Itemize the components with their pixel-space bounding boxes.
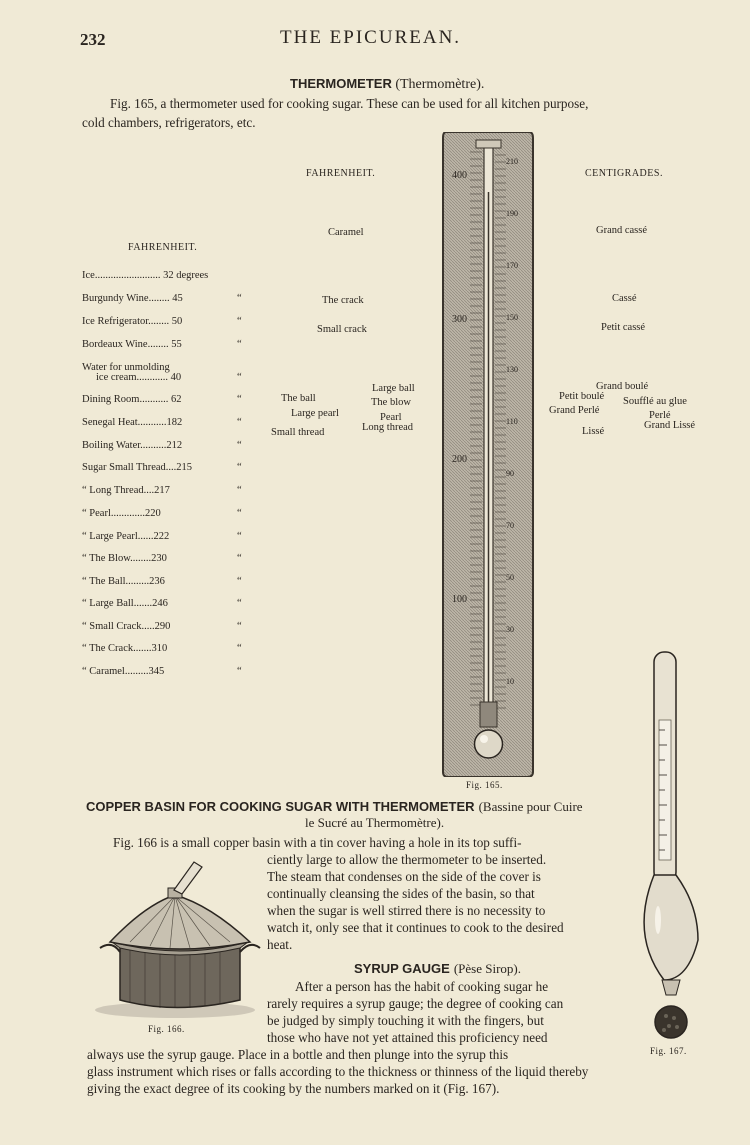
syrup-line-2: rarely requires a syrup gauge; the degree of cooking can: [267, 996, 564, 1011]
therm-num-200: 200: [452, 454, 467, 465]
label-grand-perle: Grand Perlé: [549, 405, 600, 416]
fig-166-caption: Fig. 166.: [148, 1024, 185, 1034]
therm-num-300: 300: [452, 314, 467, 325]
syrup-line-7: giving the exact degree of its cooking by the numbers marked on it (Fig. 167).: [87, 1081, 500, 1096]
table-row-ditto: “: [237, 339, 242, 350]
therm-num-right: 30: [506, 625, 514, 634]
label-small-crack: Small crack: [317, 324, 367, 335]
table-row-label: “ Large Pearl......222: [82, 531, 170, 542]
table-row-label: Senegal Heat...........182: [82, 417, 183, 428]
table-row-label: ice cream............ 40: [96, 372, 182, 383]
table-row: [82, 531, 262, 542]
table-row-label: Bordeaux Wine........ 55: [82, 339, 182, 350]
thermometer-section-title: [290, 76, 484, 93]
table-row-label: “ The Blow........230: [82, 553, 167, 564]
table-row: [82, 485, 262, 496]
table-row-ditto: “: [237, 372, 242, 383]
table-row: [82, 462, 262, 473]
table-row-ditto: “: [237, 462, 242, 473]
label-petit-boule: Petit boulé: [559, 391, 605, 402]
label-souffle-au-glue: Soufflé au glue: [623, 396, 687, 407]
table-row-ditto: “: [237, 508, 242, 519]
table-row: [82, 339, 262, 350]
table-row: [82, 576, 262, 587]
page-number: 232: [80, 30, 106, 49]
table-row-label: Burgundy Wine........ 45: [82, 293, 183, 304]
therm-num-100: 100: [452, 594, 467, 605]
copper-title-french-2: le Sucré au Thermomètre).: [305, 815, 445, 830]
syrup-title-french: (Pèse Sirop).: [453, 961, 522, 976]
label-large-pearl: Large pearl: [291, 408, 339, 419]
syrup-title: SYRUP GAUGE: [354, 961, 450, 976]
fig-167-caption: Fig. 167.: [650, 1046, 687, 1056]
therm-num-right: 50: [506, 573, 514, 582]
therm-num-right: 210: [506, 157, 518, 166]
copper-line-6: watch it, only see that it continues to cook to the desired: [267, 920, 564, 935]
label-long-thread: Long thread: [362, 422, 414, 433]
syrup-line-6: glass instrument which rises or falls according to the thickness or thinness of the liquid thereby: [87, 1064, 589, 1079]
table-row: [82, 621, 262, 632]
table-row-label: Sugar Small Thread....215: [82, 462, 193, 473]
therm-num-right: 10: [506, 677, 514, 686]
therm-num-400: 400: [452, 170, 467, 181]
table-row-label: “ Large Ball.......246: [82, 598, 168, 609]
table-row-ditto: “: [237, 621, 242, 632]
copper-title: COPPER BASIN FOR COOKING SUGAR WITH THERMOMETER: [86, 799, 475, 814]
copper-line-1: Fig. 166 is a small copper basin with a tin cover having a hole in its top suffi-: [113, 835, 522, 850]
table-row: [82, 508, 262, 519]
thermometer-title: THERMOMETER: [290, 76, 392, 91]
table-row-label: Ice......................... 32 degrees: [82, 270, 209, 281]
table-row-ditto: “: [237, 293, 242, 304]
syrup-line-3: be judged by simply touching it with the fingers, but: [267, 1013, 544, 1028]
fig-165-caption: Fig. 165.: [466, 780, 503, 790]
table-row-ditto: “: [237, 316, 242, 327]
table-row: [82, 316, 262, 327]
label-casse: Cassé: [612, 293, 637, 304]
copper-line-4: continually cleansing the sides of the basin, so that: [267, 886, 535, 901]
copper-basin-illustration: [90, 860, 265, 1022]
table-row: [82, 643, 262, 654]
label-the-crack: The crack: [322, 295, 364, 306]
table-row-label: “ Small Crack.....290: [82, 621, 171, 632]
table-row-ditto: “: [237, 440, 242, 451]
therm-num-right: 90: [506, 469, 514, 478]
syrup-section-title: [354, 960, 521, 978]
table-row: [82, 598, 262, 609]
table-row-ditto: “: [237, 417, 242, 428]
table-row: [82, 553, 262, 564]
table-row-ditto: “: [237, 553, 242, 564]
table-row-ditto: “: [237, 485, 242, 496]
label-the-blow: The blow: [371, 397, 411, 408]
label-grand-lisse: Grand Lissé: [644, 420, 696, 431]
table-row-label: “ Long Thread....217: [82, 485, 170, 496]
table-row-label: “ The Crack.......310: [82, 643, 168, 654]
label-petit-casse: Petit cassé: [601, 322, 646, 333]
therm-num-right: 130: [506, 365, 518, 374]
table-row-label: “ The Ball.........236: [82, 576, 165, 587]
table-row-label: Water for unmolding: [82, 362, 170, 373]
centigrades-heading: CENTIGRADES.: [585, 168, 663, 179]
thermometer-intro-line-1: Fig. 165, a thermometer used for cooking sugar. These can be used for all kitchen purpose,: [110, 96, 589, 111]
table-heading: FAHRENHEIT.: [128, 242, 198, 253]
label-grand-boule: Grand boulé: [596, 381, 649, 392]
syrup-line-5: always use the syrup gauge. Place in a bottle and then plunge into the syrup this: [87, 1047, 509, 1062]
syrup-line-4: those who have not yet attained this proficiency need: [267, 1030, 548, 1045]
label-perle: Perlé: [649, 410, 671, 421]
label-small-thread: Small thread: [271, 427, 325, 438]
label-lisse: Lissé: [582, 426, 605, 437]
table-row-label: “ Pearl.............220: [82, 508, 161, 519]
therm-num-right: 150: [506, 313, 518, 322]
copper-line-5: when the sugar is well stirred there is no necessity to: [267, 903, 546, 918]
label-the-ball: The ball: [281, 393, 316, 404]
label-grand-casse: Grand cassé: [596, 225, 648, 236]
therm-num-right: 170: [506, 261, 518, 270]
table-row-label: Dining Room........... 62: [82, 394, 182, 405]
table-row-ditto: “: [237, 643, 242, 654]
table-row: [82, 293, 262, 304]
label-pearl: Pearl: [380, 412, 402, 423]
table-row-label: Boiling Water..........212: [82, 440, 183, 451]
table-row-ditto: “: [237, 666, 242, 677]
thermometer-illustration: [440, 132, 535, 777]
syrup-gauge-illustration: [636, 650, 716, 1045]
copper-line-2: ciently large to allow the thermometer to be inserted.: [267, 852, 547, 867]
table-row: [82, 394, 262, 405]
syrup-line-1: After a person has the habit of cooking sugar he: [295, 979, 549, 994]
table-row-ditto: “: [237, 531, 242, 542]
label-caramel: Caramel: [328, 227, 364, 238]
therm-num-right: 190: [506, 209, 518, 218]
therm-num-right: 70: [506, 521, 514, 530]
therm-num-right: 110: [506, 417, 518, 426]
table-row: [82, 417, 262, 428]
table-row-ditto: “: [237, 394, 242, 405]
copper-title-french-1: (Bassine pour Cuire: [478, 799, 583, 814]
table-row: [82, 666, 262, 677]
table-row: [82, 270, 262, 281]
thermometer-intro-line-2: cold chambers, refrigerators, etc.: [82, 115, 256, 130]
table-row: [82, 372, 262, 383]
copper-section-title: [86, 798, 583, 816]
table-row-ditto: “: [237, 576, 242, 587]
table-row-ditto: “: [237, 598, 242, 609]
label-large-ball: Large ball: [372, 383, 415, 394]
table-row-label: “ Caramel.........345: [82, 666, 165, 677]
running-title: THE EPICUREAN.: [280, 27, 462, 48]
copper-line-3: The steam that condenses on the side of the cover is: [267, 869, 541, 884]
fahrenheit-heading: FAHRENHEIT.: [306, 168, 376, 179]
thermometer-title-french: (Thermomètre).: [395, 77, 485, 92]
table-row-label: Ice Refrigerator........ 50: [82, 316, 183, 327]
copper-line-7: heat.: [267, 937, 293, 952]
table-row: [82, 440, 262, 451]
